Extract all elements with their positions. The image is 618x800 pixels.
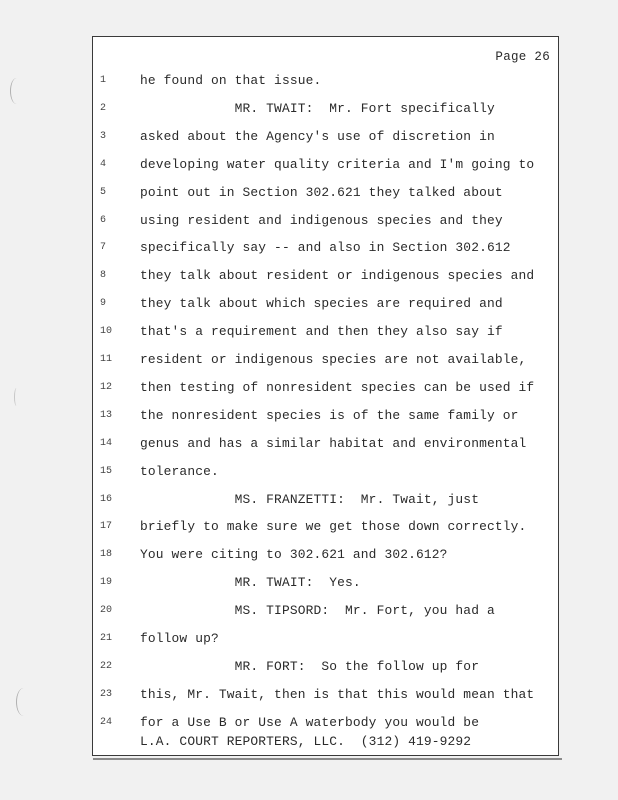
line-text: for a Use B or Use A waterbody you would be — [140, 714, 480, 730]
transcript-line — [93, 407, 558, 428]
line-number: 20 — [100, 605, 113, 617]
line-text: genus and has a similar habitat and environmental — [140, 435, 527, 451]
transcript-line — [93, 605, 558, 623]
line-number: 16 — [100, 493, 113, 505]
transcript-line — [93, 658, 558, 679]
transcript-line — [93, 463, 558, 484]
line-number: 2 — [100, 102, 107, 114]
line-text: MR. FORT: So the follow up for — [140, 658, 480, 674]
line-number: 9 — [100, 298, 107, 310]
transcript-line — [93, 298, 558, 316]
line-text: asked about the Agency's use of discretion in — [140, 128, 495, 144]
transcript-line — [93, 212, 558, 233]
transcript-line — [93, 521, 558, 539]
line-number: 13 — [100, 409, 113, 421]
line-text: MR. TWAIT: Yes. — [140, 575, 361, 591]
scan-artifact-bottom — [16, 688, 31, 716]
transcript-line — [93, 714, 558, 735]
line-number: 5 — [100, 186, 107, 198]
line-number: 17 — [100, 521, 113, 533]
line-number: 7 — [100, 242, 107, 254]
transcript-line — [93, 633, 558, 651]
line-text: tolerance. — [140, 463, 219, 479]
line-text: resident or indigenous species are not available, — [140, 352, 527, 367]
line-text: MR. TWAIT: Mr. Fort specifically — [140, 100, 495, 116]
line-text: this, Mr. Twait, then is that this would mean that — [140, 686, 535, 702]
line-number: 15 — [100, 465, 113, 477]
line-text: the nonresident species is of the same family or — [140, 407, 519, 423]
line-number: 4 — [100, 158, 107, 170]
line-text: developing water quality criteria and I'm going to — [140, 156, 535, 172]
line-number: 22 — [100, 660, 113, 672]
line-number: 1 — [100, 75, 107, 86]
line-number: 14 — [100, 437, 113, 449]
line-number: 21 — [100, 633, 113, 644]
transcript-line — [93, 326, 558, 344]
transcript-line — [93, 100, 558, 121]
transcript-page — [92, 36, 559, 756]
transcript-line — [93, 491, 558, 512]
page-number: Page 26 — [495, 50, 550, 64]
line-text: follow up? — [140, 631, 219, 646]
court-reporter-footer: L.A. COURT REPORTERS, LLC. (312) 419-9292 — [140, 734, 472, 749]
line-number: 12 — [100, 381, 113, 393]
transcript-line — [93, 156, 558, 177]
transcript-line — [93, 270, 558, 288]
transcript-line — [93, 435, 558, 456]
line-text: MS. FRANZETTI: Mr. Twait, just — [140, 491, 480, 507]
line-text: then testing of nonresident species can be used if — [140, 379, 535, 395]
line-number: 8 — [100, 270, 107, 282]
line-text: point out in Section 302.621 they talked about — [140, 184, 503, 200]
transcript-line — [93, 184, 558, 205]
scan-artifact-middle — [14, 388, 19, 406]
line-text: they talk about which species are required and — [140, 296, 503, 312]
line-text: that's a requirement and then they also say if — [140, 324, 503, 340]
line-text: MS. TIPSORD: Mr. Fort, you had a — [140, 603, 495, 619]
line-text: he found on that issue. — [140, 73, 322, 88]
line-number: 19 — [100, 577, 113, 589]
line-number: 23 — [100, 688, 113, 700]
transcript-line — [93, 379, 558, 400]
line-number: 10 — [100, 326, 113, 338]
scan-artifact-top — [10, 78, 23, 104]
transcript-line — [93, 242, 558, 260]
line-text: You were citing to 302.621 and 302.612? — [140, 547, 448, 563]
transcript-line — [93, 75, 558, 93]
line-text: using resident and indigenous species and they — [140, 212, 503, 228]
line-text: specifically say -- and also in Section 302.612 — [140, 240, 511, 256]
line-text: they talk about resident or indigenous species and — [140, 268, 535, 284]
transcript-line — [93, 354, 558, 372]
line-number: 6 — [100, 214, 107, 226]
transcript-line — [93, 128, 558, 149]
transcript-line — [93, 549, 558, 567]
line-number: 3 — [100, 130, 107, 142]
line-number: 11 — [100, 354, 113, 365]
line-text: briefly to make sure we get those down correctly. — [140, 519, 527, 535]
line-number: 24 — [100, 716, 113, 728]
line-number: 18 — [100, 549, 113, 561]
transcript-line — [93, 686, 558, 707]
transcript-line — [93, 577, 558, 595]
